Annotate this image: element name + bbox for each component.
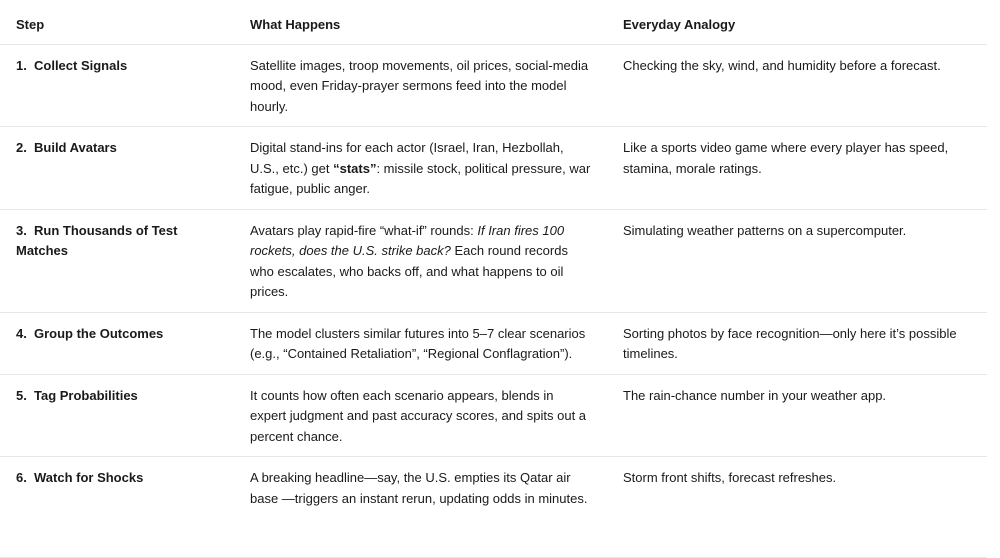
what-happens-cell: Satellite images, troop movements, oil prices, social-media mood, even Friday-prayer sermons feed into the model hourly. [234,44,607,127]
step-title: Build Avatars [34,140,117,155]
step-number: 2. [16,140,27,155]
step-title: Run Thousands of Test Matches [16,222,178,258]
table-row [0,209,987,312]
step-cell [0,44,234,127]
table-row [0,312,987,374]
table-row [0,374,987,457]
what-text: : missile stock, political pressure, war fatigue, public anger. [250,160,591,196]
what-text: Avatars play rapid-fire “what-if” rounds: [250,222,478,238]
header-everyday-analogy: Everyday Analogy [607,0,987,44]
what-happens-cell [234,127,607,210]
step-number: 1. [16,57,27,73]
table-row [0,457,987,558]
step-cell [0,457,234,558]
step-number: 5. [16,387,27,403]
header-row [0,0,987,44]
step-title: Tag Probabilities [34,387,138,403]
step-cell [0,209,234,312]
analogy-cell: Storm front shifts, forecast refreshes. [607,457,987,558]
table-row [0,44,987,127]
analogy-cell: Like a sports video game where every player has speed, stamina, morale ratings. [607,127,987,210]
step-cell [0,127,234,210]
step-number: 6. [16,470,27,485]
what-emphasis-italic: If Iran fires 100 rockets, does the U.S. strike back? [250,222,565,258]
what-happens-cell: The model clusters similar futures into 5–7 clear scenarios (e.g., “Contained Retaliation”, “Regional Conflagration”). [234,312,607,374]
step-title: Group the Outcomes [34,325,164,341]
what-text: Digital stand-ins for each actor (Israel, Iran, Hezbollah, U.S., etc.) get [250,140,564,176]
header-what-happens: What Happens [234,0,607,44]
what-emphasis-bold: “stats” [333,160,377,176]
header-step: Step [0,0,234,44]
step-number: 4. [16,325,27,341]
step-cell [0,312,234,374]
analogy-cell: Sorting photos by face recognition—only here it’s possible timelines. [607,312,987,374]
what-happens-cell: A breaking headline—say, the U.S. empties its Qatar air base —triggers an instant rerun, updating odds in minutes. [234,457,607,558]
step-title: Collect Signals [34,57,128,73]
analogy-cell: The rain-chance number in your weather app. [607,374,987,457]
what-happens-cell: It counts how often each scenario appears, blends in expert judgment and past accuracy scores, and spits out a percent chance. [234,374,607,457]
step-title: Watch for Shocks [34,470,144,485]
table-row [0,127,987,210]
analogy-cell: Simulating weather patterns on a supercomputer. [607,209,987,312]
what-happens-cell [234,209,607,312]
analogy-cell: Checking the sky, wind, and humidity before a forecast. [607,44,987,127]
what-text: Each round records who escalates, who backs off, and what happens to oil prices. [250,243,568,299]
step-number: 3. [16,222,27,238]
step-cell [0,374,234,457]
